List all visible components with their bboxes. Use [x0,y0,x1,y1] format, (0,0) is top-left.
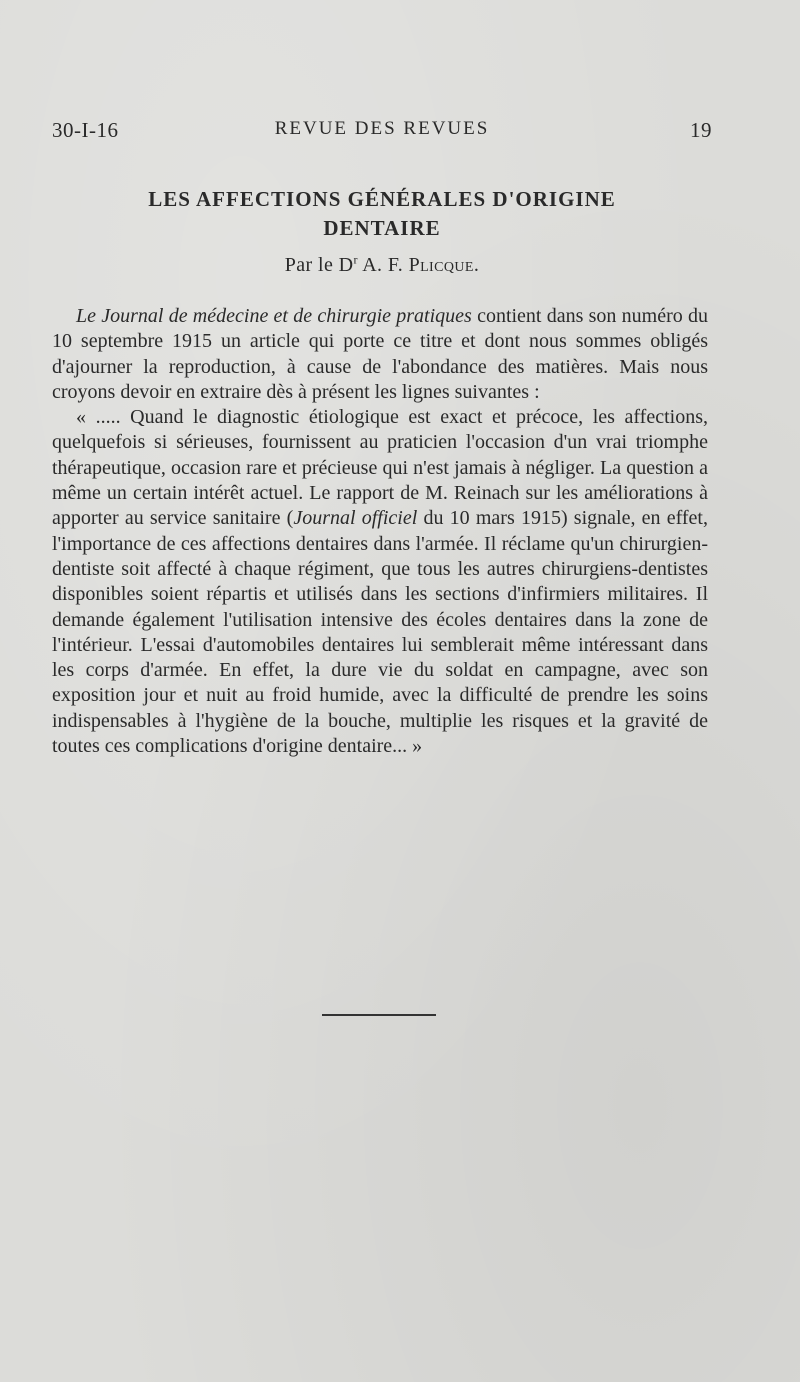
quotation-text-part-1: « ..... Quand le diagnostic étiologique est exact et précoce, les affections, quelquefois si sérieuses, fournissent au praticien l'occasion d'un vrai triomphe thérapeutique, occasion rare et précieuse qui n'est jamais à négliger. La question a même un certain intérêt actuel. Le rapport de M. Reinach sur les améliorations à apporter au service sanitaire ( [52,406,708,530]
paragraph-intro [52,304,708,405]
quotation-text-part-2: du 10 mars 1915) signale, en effet, l'importance de ces affections dentaires dans l'armée. Il réclame qu'un chirurgien-dentiste soit affecté à chaque régiment, que tous les autres chirurgiens-dentistes disponibles soient répartis et utilisés dans les sections d'infirmiers militaires. Il demande également l'utilisation intensive des écoles dentaires dans la zone de l'intérieur. L'essai d'automobiles dentaires lui semblerait même intéressant dans les corps d'armée. En effet, la dure vie du soldat en campagne, avec son exposition jour et nuit au froid humide, avec la difficulté de prendre les soins indispensables à l'hygiène de la bouche, multiplie les risques et la gravité de toutes ces complications d'origine dentaire... » [52,507,708,758]
byline-surname: Plicque. [408,254,480,276]
issue-date: 30-I-16 [52,118,119,142]
section-divider-rule [322,1014,436,1016]
article-title [52,185,712,243]
article-title-line-2: DENTAIRE [323,216,441,240]
author-byline [52,254,712,277]
byline-initials: A. F. [357,254,409,276]
paragraph-intro-text: contient dans son numéro du 10 septembre 1915 un article qui porte ce titre et dont nous sommes obligés d'ajourner la reproduction, à cause de l'abondance des matières. Mais nous croyons devoir en extraire dès à présent les lignes suivantes : [52,305,708,403]
running-head [52,118,712,148]
journal-title-citation: Le Journal de médecine et de chirurgie pratiques [76,305,472,327]
journal-officiel-citation: Journal officiel [293,507,418,530]
page-number: 19 [690,118,712,142]
journal-section-title: REVUE DES REVUES [274,118,490,139]
paragraph-quotation [52,405,708,759]
byline-doctor-superscript: r [353,252,358,267]
article-body [52,304,708,759]
byline-prefix: Par le D [284,254,354,276]
article-title-line-1: LES AFFECTIONS GÉNÉRALES D'ORIGINE [148,187,616,211]
